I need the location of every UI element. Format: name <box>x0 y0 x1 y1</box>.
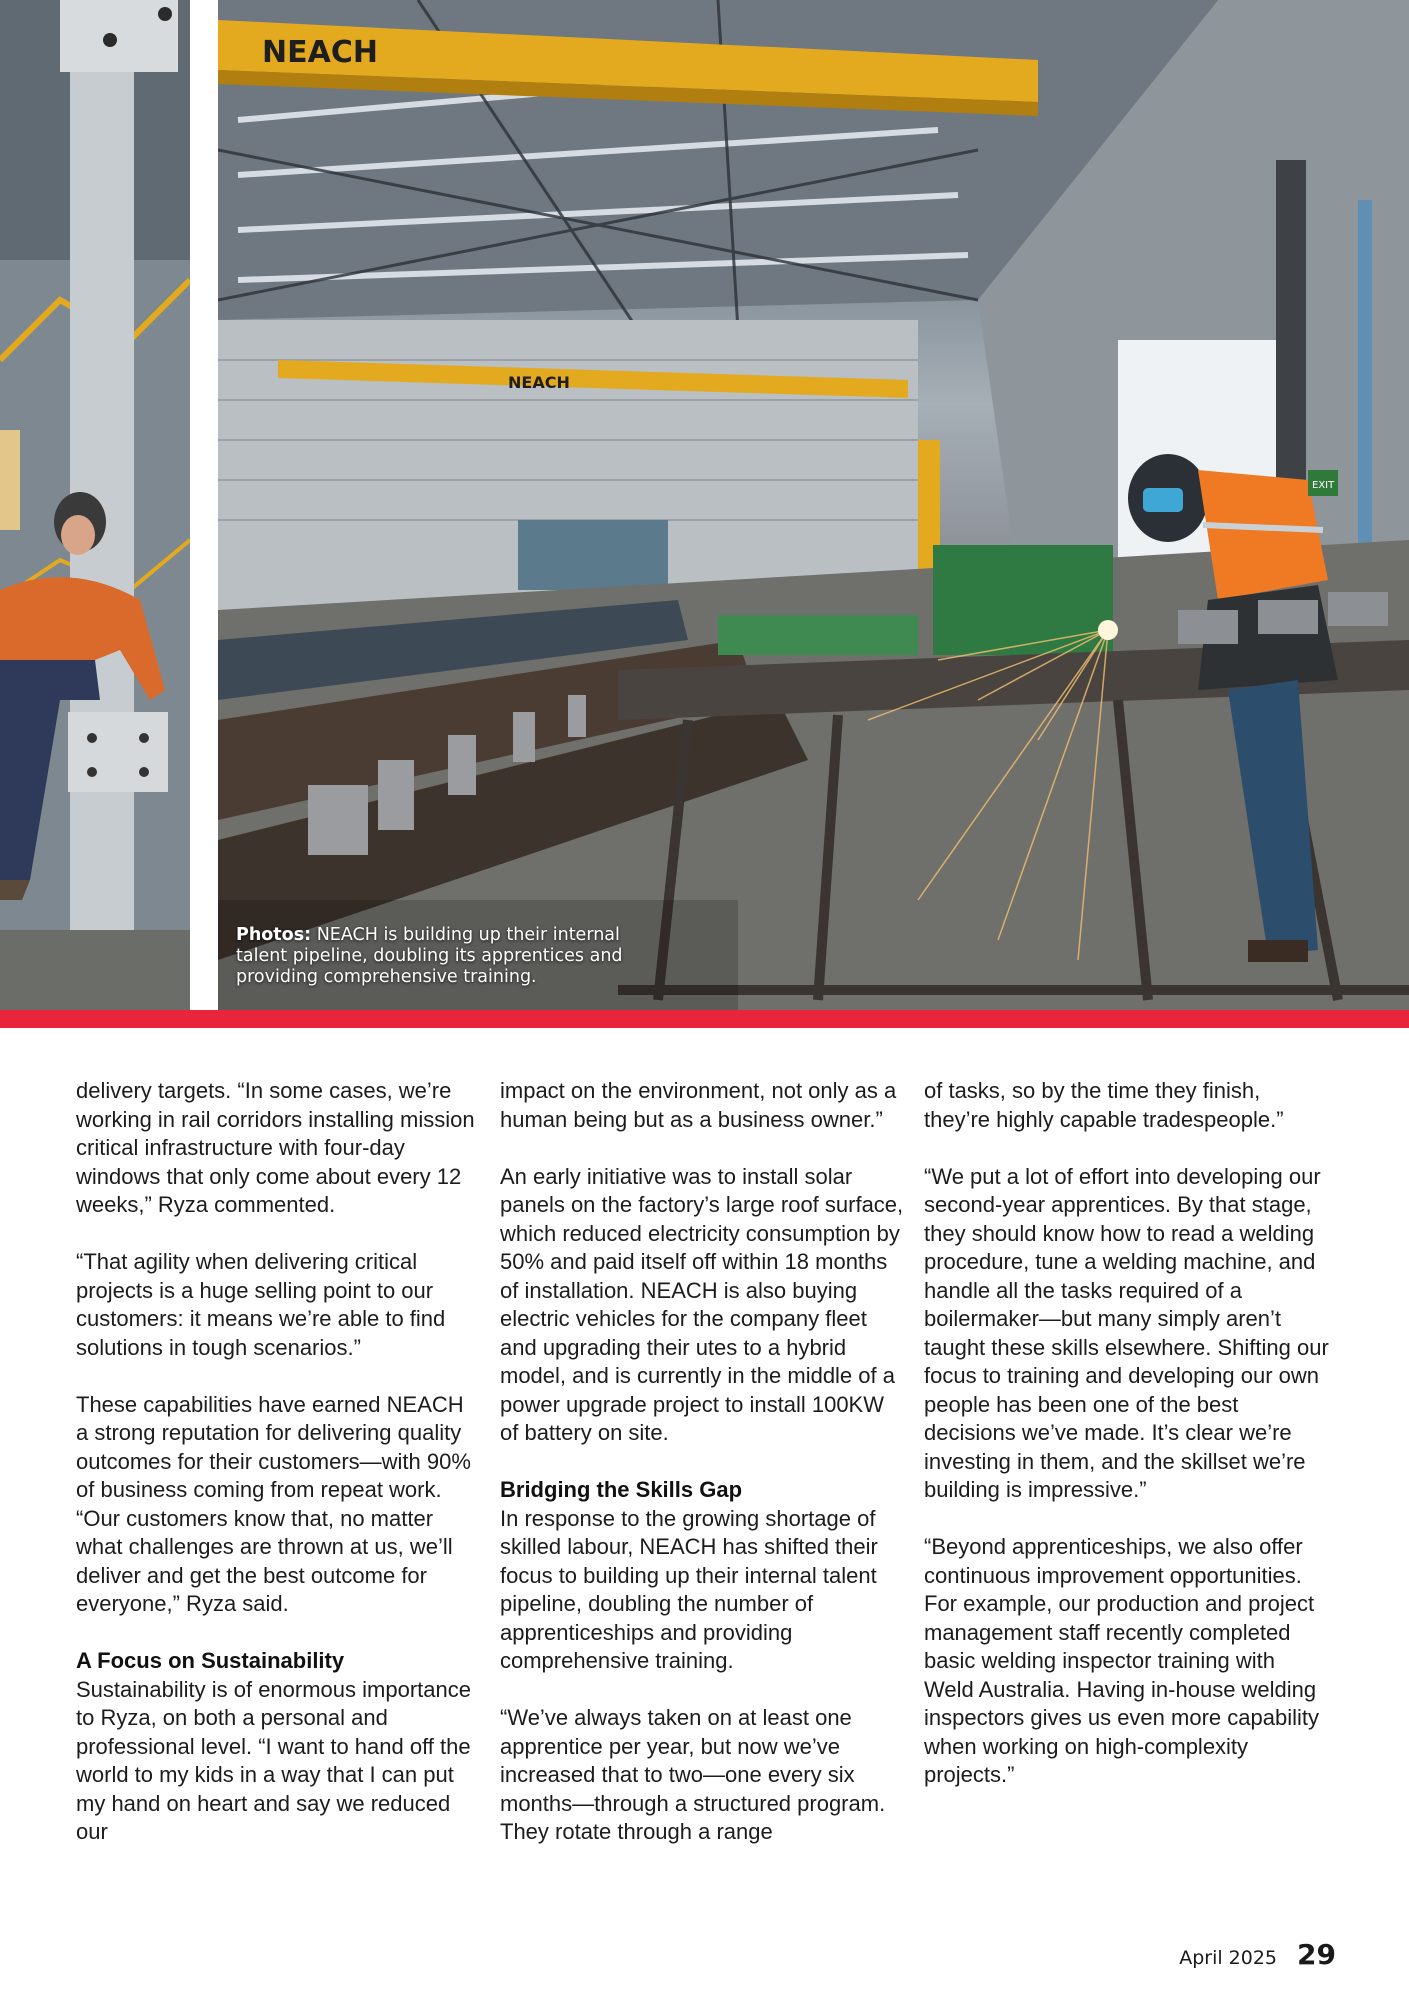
paragraph: “That agility when delivering critical projects is a huge selling point to our customers: it means we’re able to find solutions in tough scenarios.” <box>76 1249 446 1360</box>
page-number: 29 <box>1297 1938 1336 1971</box>
paragraph: In response to the growing shortage of skilled labour, NEACH has shifted their focus to building up their internal talent pipeline, doubling the number of apprenticeships and providing comprehensive training. <box>500 1505 878 1673</box>
paragraph: These capabilities have earned NEACH a strong reputation for delivering quality outcomes for their customers—with 90% of business coming from repeat work. “Our customers know that, no matter what challenges are thrown at us, we’ll deliver and get the best outcome for everyone,” Ryza said. <box>76 1391 471 1616</box>
workshop-illustration <box>218 0 1409 1010</box>
paragraph: “We’ve always taken on at least one apprentice per year, but now we’ve increased that to two—one every six months—through a structured program. They rotate through a range <box>500 1705 886 1844</box>
photo-main-workshop <box>218 0 1409 1010</box>
article-column-3 <box>924 1077 1329 1818</box>
article-column-1 <box>76 1077 481 1875</box>
article-column-2 <box>500 1077 905 1875</box>
paragraph: of tasks, so by the time they finish, they’re highly capable tradespeople.” <box>924 1078 1284 1132</box>
subheading-sustainability: A Focus on Sustainability <box>76 1648 345 1673</box>
red-divider-bar <box>0 1010 1409 1028</box>
photo-left-worker <box>0 0 190 1010</box>
crane-brand-main: NEACH <box>262 35 378 70</box>
paragraph: impact on the environment, not only as a human being but as a business owner.” <box>500 1078 897 1132</box>
photo-caption <box>236 925 656 988</box>
exit-sign: EXIT <box>1312 480 1335 491</box>
paragraph: delivery targets. “In some cases, we’re working in rail corridors installing mission critical infrastructure with four-day windows that only come about every 12 weeks,” Ryza commented. <box>76 1078 475 1217</box>
issue-date: April 2025 <box>1179 1947 1278 1969</box>
subheading-skills-gap: Bridging the Skills Gap <box>500 1477 743 1502</box>
paragraph: “Beyond apprenticeships, we also offer continuous improvement opportunities. For example, our production and project management staff recently completed basic welding inspector training with Weld Australia. Having in-house welding inspectors gives us even more capability when working on high-complexity projects.” <box>924 1534 1319 1787</box>
worker-illustration <box>0 0 190 1010</box>
paragraph: An early initiative was to install solar panels on the factory’s large roof surface, which reduced electricity consumption by 50% and paid itself off within 18 months of installation. NEACH is also buying electric vehicles for the company fleet and upgrading their utes to a hybrid model, and is currently in the middle of a power upgrade project to install 100KW of battery on site. <box>500 1163 904 1445</box>
caption-text: NEACH is building up their internal talent pipeline, doubling its apprentices and providing comprehensive training. <box>236 925 623 987</box>
page-footer <box>1179 1938 1336 1971</box>
caption-label: Photos: <box>236 925 312 945</box>
paragraph: Sustainability is of enormous importance to Ryza, on both a personal and professional level. “I want to hand off the world to my kids in a way that I can put my hand on heart and say we reduced our <box>76 1676 471 1844</box>
paragraph: “We put a lot of effort into developing our second-year apprentices. By that stage, they should know how to read a welding procedure, tune a welding machine, and handle all the tasks required of a boilermaker—but many simply aren’t taught these skills elsewhere. Shifting our focus to training and developing our own people has been one of the best decisions we’ve made. It’s clear we’re investing in them, and the skillset we’re building is impressive.” <box>924 1163 1329 1502</box>
crane-brand-rear: NEACH <box>508 373 570 392</box>
